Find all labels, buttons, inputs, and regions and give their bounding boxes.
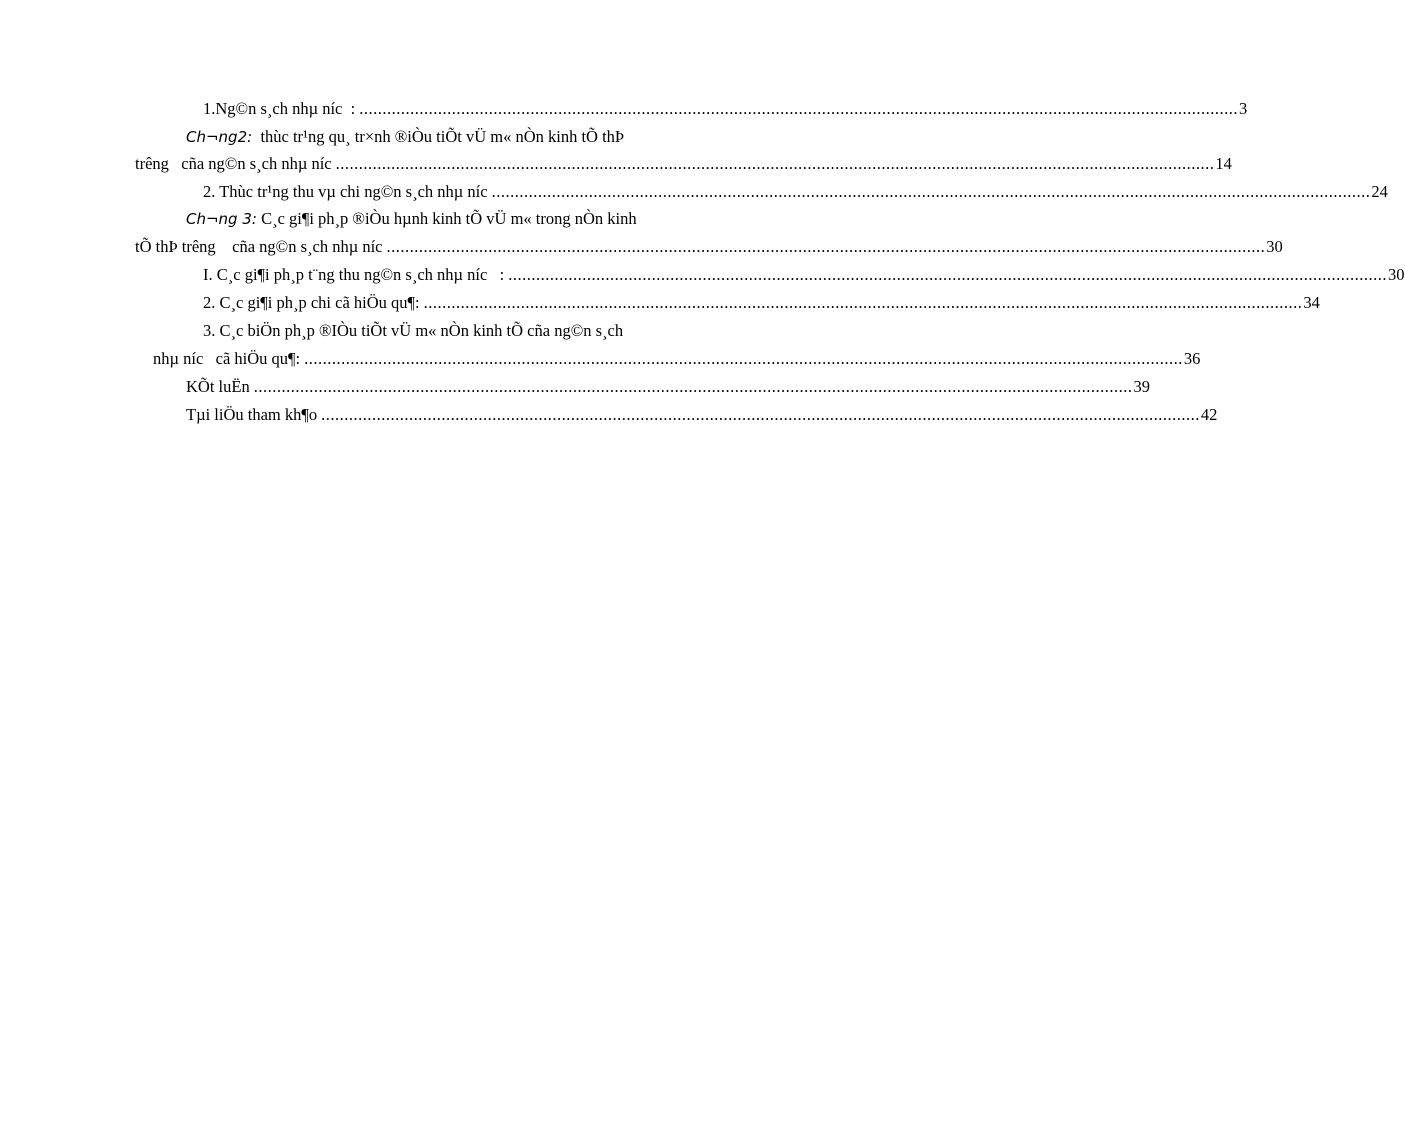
toc-entry[interactable] bbox=[0, 206, 816, 232]
toc-chapter-label: Ch¬ng 3: bbox=[186, 210, 257, 228]
toc-entry[interactable] bbox=[0, 179, 1388, 205]
toc-entry[interactable] bbox=[0, 290, 1320, 316]
toc-entry-text: thùc tr¹ng qu¸ tr×nh ®iÒu tiÕt vÜ m« nÒn kinh tÕ thÞ bbox=[252, 127, 625, 146]
toc-leader: .............................................................................................................................................................................................. bbox=[304, 349, 1183, 368]
toc-entry[interactable] bbox=[0, 96, 1248, 122]
toc-entry[interactable] bbox=[0, 124, 816, 150]
toc-entry-text: 2. Thùc tr¹ng thu vµ chi ng©n s¸ch nhµ níc bbox=[203, 182, 488, 201]
toc-entry-text: tÕ thÞ trêng cña ng©n s¸ch nhµ níc bbox=[135, 237, 383, 256]
toc-page-number: 39 bbox=[1133, 377, 1150, 396]
toc-entry-text: 2. C¸c gi¶i ph¸p chi cã hiÖu qu¶: bbox=[203, 293, 420, 312]
toc-page-number: 30 bbox=[1388, 265, 1405, 284]
toc-page-number: 30 bbox=[1266, 237, 1283, 256]
toc-leader: .............................................................................................................................................................................................. bbox=[423, 293, 1303, 312]
toc-page-number: 34 bbox=[1303, 293, 1320, 312]
toc-page-number: 36 bbox=[1183, 349, 1201, 368]
toc-entry-text: Tµi liÖu tham kh¶o bbox=[186, 405, 318, 424]
toc-entry-text: C¸c gi¶i ph¸p ®iÒu hµnh kinh tÕ vÜ m« trong nÒn kinh bbox=[256, 209, 637, 228]
toc-entry[interactable] bbox=[0, 346, 1201, 372]
toc-leader: .............................................................................................................................................................................................. bbox=[508, 265, 1388, 284]
toc-entry[interactable] bbox=[0, 374, 1150, 400]
toc-entry[interactable] bbox=[0, 234, 1283, 260]
toc-page-number: 24 bbox=[1371, 182, 1388, 201]
toc-page-number: 14 bbox=[1215, 154, 1232, 173]
toc-entry-text: KÕt luËn bbox=[186, 377, 250, 396]
toc-page-number: 3 bbox=[1238, 99, 1248, 118]
toc-leader: .............................................................................................................................................................................................. bbox=[335, 154, 1215, 173]
toc-leader: .............................................................................................................................................................................................. bbox=[359, 99, 1238, 118]
toc-entry[interactable] bbox=[0, 318, 816, 344]
toc-leader: .............................................................................................................................................................................................. bbox=[253, 377, 1133, 396]
toc-entry-text: nhµ níc cã hiÖu qu¶: bbox=[153, 349, 301, 368]
toc-chapter-label: Ch¬ng2: bbox=[186, 128, 253, 146]
toc-entry[interactable] bbox=[0, 402, 1218, 428]
toc-leader: .............................................................................................................................................................................................. bbox=[321, 405, 1200, 424]
toc-entry-text: trêng cña ng©n s¸ch nhµ níc bbox=[135, 154, 332, 173]
toc-entry-text: 1.Ng©n s¸ch nhµ níc : bbox=[203, 99, 356, 118]
toc-entry-text: I. C¸c gi¶i ph¸p t¨ng thu ng©n s¸ch nhµ níc : bbox=[203, 265, 505, 284]
toc-entry-text: 3. C¸c biÖn ph¸p ®IÒu tiÕt vÜ m« nÒn kinh tÕ cña ng©n s¸ch bbox=[203, 321, 624, 340]
toc-leader: .............................................................................................................................................................................................. bbox=[491, 182, 1371, 201]
toc-page-number: 42 bbox=[1200, 405, 1218, 424]
toc-entry[interactable] bbox=[0, 151, 1232, 177]
toc-leader: .............................................................................................................................................................................................. bbox=[386, 237, 1266, 256]
toc-entry[interactable] bbox=[0, 262, 1405, 288]
